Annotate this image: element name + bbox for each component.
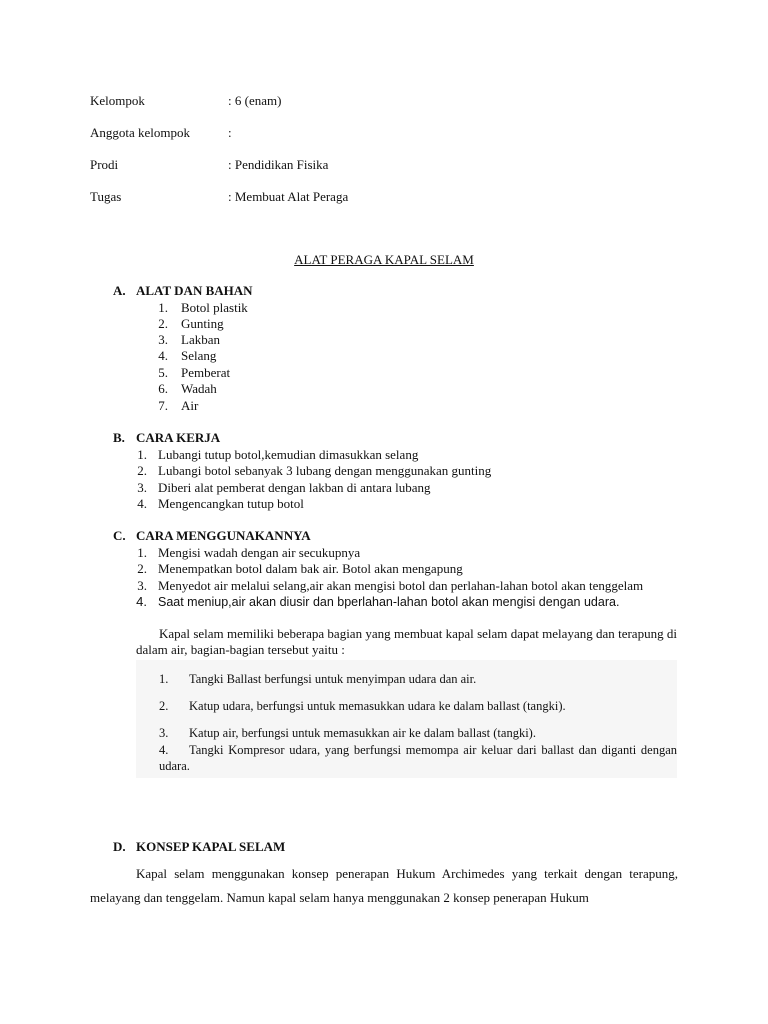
list-number: 5. (158, 365, 168, 380)
list-number: 3. (137, 578, 147, 593)
list-number: 2. (159, 699, 169, 713)
list-number: 2. (158, 316, 168, 331)
list-item: Mengencangkan tutup botol (158, 496, 304, 511)
list-item: Lubangi tutup botol,kemudian dimasukkan selang (158, 447, 419, 462)
list-number: 6. (158, 381, 168, 396)
list-number: 3. (159, 726, 169, 740)
list-item: Tangki Kompresor udara, yang berfungsi memompa air keluar dari ballast dan diganti dengan udara. (159, 743, 677, 773)
prodi-value: : Pendidikan Fisika (228, 157, 329, 172)
list-item: Botol plastik (181, 300, 248, 315)
list-number: 1. (137, 447, 147, 462)
list-item: Pemberat (181, 365, 231, 380)
section-a-letter: A. (113, 283, 126, 298)
list-item: Katup udara, berfungsi untuk memasukkan udara ke dalam ballast (tangki). (189, 699, 566, 713)
tugas-value: : Membuat Alat Peraga (228, 189, 349, 204)
list-number: 4. (158, 348, 168, 363)
list-item: Selang (181, 348, 217, 363)
kelompok-value: : 6 (enam) (228, 93, 282, 108)
section-d-paragraph: Kapal selam menggunakan konsep penerapan Hukum Archimedes yang terkait dengan terapung, melayang dan tenggelam. Namun kapal selam hanya menggunakan 2 konsep penerapan Hukum (90, 866, 678, 905)
kelompok-label: Kelompok (90, 93, 145, 108)
list-number: 2. (137, 561, 147, 576)
list-item: Lubangi botol sebanyak 3 lubang dengan menggunakan gunting (158, 463, 492, 478)
list-item: Saat meniup,air akan diusir dan bperlahan-lahan botol akan mengisi dengan udara. (158, 595, 620, 609)
list-item: Tangki Ballast berfungsi untuk menyimpan udara dan air. (189, 672, 477, 686)
section-d-letter: D. (113, 839, 126, 854)
list-item: Mengisi wadah dengan air secukupnya (158, 545, 361, 560)
anggota-label: Anggota kelompok (90, 125, 191, 140)
list-number: 7. (158, 398, 168, 413)
list-item: Menempatkan botol dalam bak air. Botol akan mengapung (158, 561, 463, 576)
list-number: 2. (137, 463, 147, 478)
list-number: 4. (159, 743, 169, 757)
section-b-title: CARA KERJA (136, 430, 221, 445)
prodi-label: Prodi (90, 157, 119, 172)
document-title: ALAT PERAGA KAPAL SELAM (294, 252, 474, 267)
list-number: 4. (137, 496, 147, 511)
list-number: 1. (137, 545, 147, 560)
list-item: Air (181, 398, 199, 413)
list-item: Diberi alat pemberat dengan lakban di antara lubang (158, 480, 431, 495)
list-number: 3. (137, 480, 147, 495)
list-item: Menyedot air melalui selang,air akan mengisi botol dan perlahan-lahan botol akan tenggelam (158, 578, 644, 593)
section-a-title: ALAT DAN BAHAN (136, 283, 253, 298)
list-item: Lakban (181, 332, 220, 347)
list-item: Wadah (181, 381, 217, 396)
section-c-paragraph: Kapal selam memiliki beberapa bagian yang membuat kapal selam dapat melayang dan terapung di dalam air, bagian-bagian tersebut yaitu : (136, 626, 677, 657)
list-item: Gunting (181, 316, 224, 331)
section-d-title: KONSEP KAPAL SELAM (136, 839, 286, 854)
section-b-letter: B. (113, 430, 125, 445)
list-number: 3. (158, 332, 168, 347)
section-c-letter: C. (113, 528, 126, 543)
list-number: 1. (159, 672, 169, 686)
tugas-label: Tugas (90, 189, 122, 204)
section-c-title: CARA MENGGUNAKANNYA (136, 528, 311, 543)
list-number: 1. (158, 300, 168, 315)
list-item: Katup air, berfungsi untuk memasukkan air ke dalam ballast (tangki). (189, 726, 536, 740)
anggota-value: : (228, 125, 232, 140)
list-number: 4. (136, 594, 147, 609)
